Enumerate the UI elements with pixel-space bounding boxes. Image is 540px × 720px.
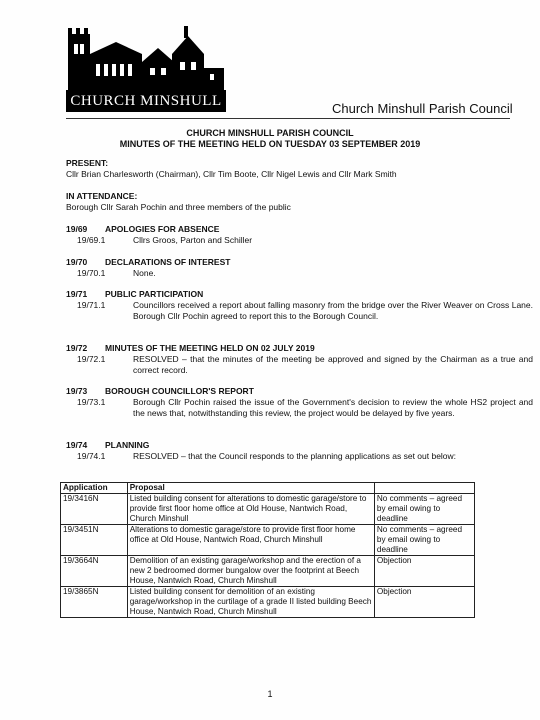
church-logo bbox=[66, 24, 226, 112]
table-row bbox=[61, 556, 475, 587]
proposal-cell: Demolition of an existing garage/workshop and the erection of a new 2 bedroomed dormer bungalow over the footprint at Beech House, Nantwich Road, Church Minshull bbox=[127, 556, 374, 587]
sub-number: 19/73.1 bbox=[77, 397, 106, 407]
council-name: Church Minshull Parish Council bbox=[332, 101, 513, 116]
application-cell: 19/3416N bbox=[61, 494, 128, 525]
table-row bbox=[61, 587, 475, 618]
application-cell: 19/3664N bbox=[61, 556, 128, 587]
application-cell: 19/3865N bbox=[61, 587, 128, 618]
item-sub bbox=[77, 397, 533, 418]
response-cell: No comments – agreed by email owing to deadline bbox=[374, 525, 474, 556]
table-row bbox=[61, 494, 475, 525]
proposal-cell: Alterations to domestic garage/store to provide first floor home office at Old House, Nantwich Road, Church Minshull bbox=[127, 525, 374, 556]
item-number: 19/72 bbox=[66, 343, 88, 353]
logo-text: CHURCH MINSHULL bbox=[66, 90, 226, 112]
item-sub bbox=[77, 268, 533, 279]
present-text: Cllr Brian Charlesworth (Chairman), Cllr Tim Boote, Cllr Nigel Lewis and Cllr Mark Smith bbox=[66, 168, 397, 179]
response-cell: Objection bbox=[374, 587, 474, 618]
attendance-text: Borough Cllr Sarah Pochin and three members of the public bbox=[66, 201, 291, 212]
table-row bbox=[61, 525, 475, 556]
response-cell: Objection bbox=[374, 556, 474, 587]
sub-number: 19/74.1 bbox=[77, 451, 106, 461]
church-silhouette-icon bbox=[66, 24, 226, 90]
column-header: Application bbox=[61, 483, 128, 494]
present-section bbox=[66, 158, 510, 179]
proposal-cell: Listed building consent for alterations to domestic garage/store to provide first floor home office at Old House, Nantwich Road, Church Minshull bbox=[127, 494, 374, 525]
application-cell: 19/3451N bbox=[61, 525, 128, 556]
proposal-cell: Listed building consent for demolition of an existing garage/workshop in the curtilage of a grade II listed building Beech House, Nantwich Road, Church Minshull bbox=[127, 587, 374, 618]
item-number: 19/71 bbox=[66, 289, 88, 299]
item-heading: DECLARATIONS OF INTEREST bbox=[105, 257, 231, 267]
sub-text: Councillors received a report about falling masonry from the bridge over the River Weaver on Cross Lane. Borough Cllr Pochin agreed to report this to the Borough Council. bbox=[133, 300, 533, 321]
item-heading: PUBLIC PARTICIPATION bbox=[105, 289, 204, 299]
sub-number: 19/69.1 bbox=[77, 235, 106, 245]
sub-text: Borough Cllr Pochin raised the issue of the Government's decision to review the whole HS2 project and the news that, notwithstanding this review, the project would be delayed by five years. bbox=[133, 397, 533, 418]
item-heading: PLANNING bbox=[105, 440, 150, 450]
item-number: 19/73 bbox=[66, 386, 88, 396]
item-sub bbox=[77, 235, 533, 246]
document-subtitle: MINUTES OF THE MEETING HELD ON TUESDAY 03 SEPTEMBER 2019 bbox=[119, 139, 421, 149]
header-rule bbox=[66, 118, 510, 119]
response-cell: No comments – agreed by email owing to deadline bbox=[374, 494, 474, 525]
item-heading: MINUTES OF THE MEETING HELD ON 02 JULY 2019 bbox=[105, 343, 315, 353]
sub-text: RESOLVED – that the minutes of the meeting be approved and signed by the Chairman as a true and correct record. bbox=[133, 354, 533, 375]
sub-number: 19/70.1 bbox=[77, 268, 106, 278]
item-sub bbox=[77, 451, 533, 462]
planning-table bbox=[60, 482, 475, 618]
sub-text: RESOLVED – that the Council responds to the planning applications as set out below: bbox=[133, 451, 457, 461]
sub-text: Cllrs Groos, Parton and Schiller bbox=[133, 235, 253, 245]
sub-number: 19/71.1 bbox=[77, 300, 106, 310]
present-label: PRESENT: bbox=[66, 158, 109, 168]
item-number: 19/69 bbox=[66, 224, 88, 234]
attendance-label: IN ATTENDANCE: bbox=[66, 191, 138, 201]
attendance-section bbox=[66, 191, 510, 212]
item-number: 19/74 bbox=[66, 440, 88, 450]
page-number: 1 bbox=[267, 689, 273, 699]
sub-number: 19/72.1 bbox=[77, 354, 106, 364]
column-header: Proposal bbox=[127, 483, 374, 494]
column-header bbox=[374, 483, 474, 494]
item-heading: APOLOGIES FOR ABSENCE bbox=[105, 224, 220, 234]
document-title: CHURCH MINSHULL PARISH COUNCIL bbox=[186, 128, 354, 138]
table-header-row bbox=[61, 483, 475, 494]
item-sub bbox=[77, 300, 533, 321]
item-number: 19/70 bbox=[66, 257, 88, 267]
sub-text: None. bbox=[133, 268, 156, 278]
item-heading: BOROUGH COUNCILLOR'S REPORT bbox=[105, 386, 254, 396]
item-sub bbox=[77, 354, 533, 375]
